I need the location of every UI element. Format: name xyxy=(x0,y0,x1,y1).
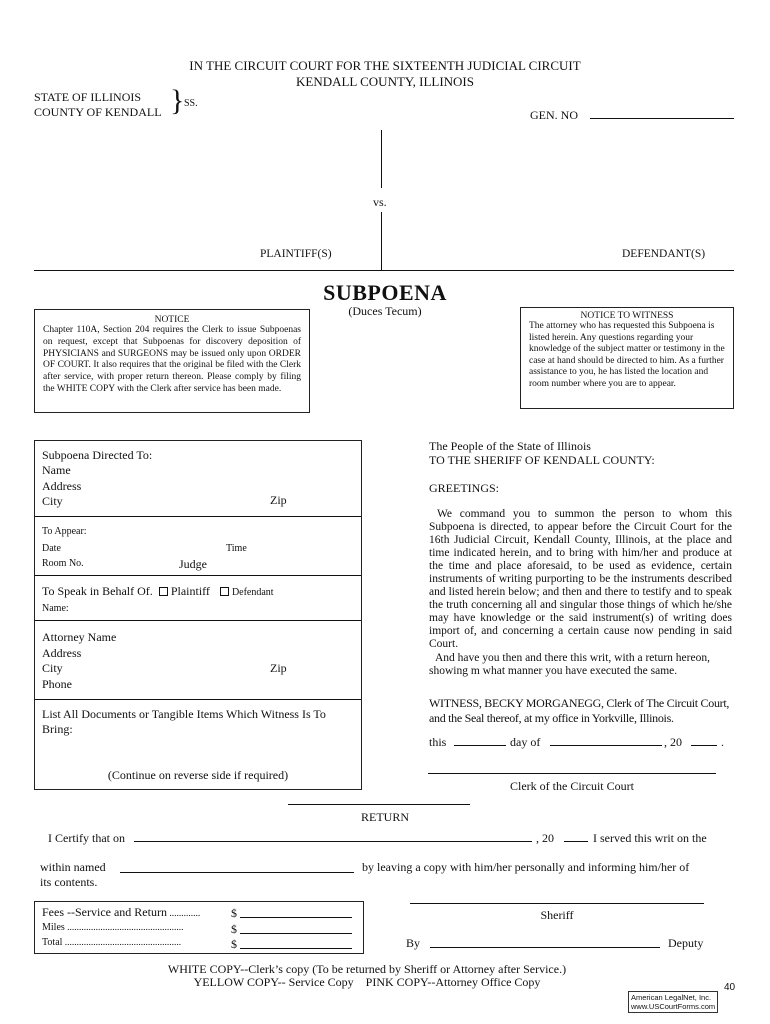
miles-label: Miles ................................................. xyxy=(42,922,184,933)
plaintiff-checkbox[interactable] xyxy=(159,587,168,596)
appear-time-label: Time xyxy=(226,543,247,554)
attorney-name-label: Attorney Name xyxy=(42,630,117,644)
appear-heading: To Appear: xyxy=(42,526,87,537)
speak-behalf-label xyxy=(42,584,274,599)
section-divider xyxy=(35,620,361,621)
attorney-address-label: Address xyxy=(42,646,82,660)
appear-judge-label: Judge xyxy=(179,557,207,571)
sheriff-label: Sheriff xyxy=(540,908,574,922)
ss-label: SS. xyxy=(184,98,198,109)
appear-room-label: Room No. xyxy=(42,558,84,569)
vs-label: vs. xyxy=(373,195,387,209)
directed-zip-label: Zip xyxy=(270,493,287,507)
period: . xyxy=(721,735,724,749)
page-number: 40 xyxy=(724,982,736,993)
continue-note: (Continue on reverse side if required) xyxy=(107,768,289,782)
writ-paragraph: And have you then and there this writ, with a return hereon, showing m what manner you have executed the same. xyxy=(429,652,710,677)
total-label: Total ................................................. xyxy=(42,937,182,948)
defendant-option-label: Defendant xyxy=(231,587,274,598)
fees-text: Fees --Service and Return xyxy=(42,905,167,919)
notice-witness-heading: NOTICE TO WITNESS xyxy=(580,311,674,321)
miles-amount-field[interactable] xyxy=(240,933,352,934)
certify-label: I Certify that on xyxy=(48,831,125,845)
legalnet-url: www.USCourtForms.com xyxy=(631,1002,716,1011)
people-of-illinois: The People of the State of Illinois xyxy=(429,439,591,453)
certify-year-label: , 20 xyxy=(536,831,554,845)
attorney-zip-label: Zip xyxy=(270,661,287,675)
clerk-label: Clerk of the Circuit Court xyxy=(510,779,634,793)
plaintiff-label: PLAINTIFF(S) xyxy=(260,248,332,260)
this-label: this xyxy=(429,735,447,749)
directed-city-label: City xyxy=(42,494,63,508)
legalnet-name: American LegalNet, Inc. xyxy=(631,993,712,1002)
appear-date-label: Date xyxy=(42,543,61,554)
day-of-label: day of xyxy=(510,735,541,749)
directed-heading: Subpoena Directed To: xyxy=(42,448,153,462)
year-prefix-label: , 20 xyxy=(664,735,682,749)
caption-divider-bottom xyxy=(381,212,382,270)
attorney-phone-label: Phone xyxy=(42,677,72,691)
defendant-checkbox[interactable] xyxy=(220,587,229,596)
caption-bottom-rule xyxy=(34,270,734,271)
caption-divider-top xyxy=(381,130,382,188)
return-top-rule xyxy=(288,804,470,805)
notice-to-witness-box xyxy=(520,307,734,409)
attorney-city-label: City xyxy=(42,661,63,675)
speak-behalf-text: To Speak in Behalf Of. xyxy=(42,584,153,598)
clerk-signature-line[interactable] xyxy=(428,773,716,774)
notice-witness-body: The attorney who has requested this Subpoena is listed herein. Any questions regarding your knowledge of the subject matter or testimony in the case at hand should be directed to him. As a further assistance to you, he has listed the location and room number where you are to appear. xyxy=(529,321,725,389)
return-heading: RETURN xyxy=(361,810,409,824)
miles-text: Miles xyxy=(42,922,65,933)
gen-no-label: GEN. NO xyxy=(530,108,578,122)
year-field[interactable] xyxy=(691,745,717,746)
to-sheriff: TO THE SHERIFF OF KENDALL COUNTY: xyxy=(429,453,655,467)
gen-no-field[interactable] xyxy=(590,118,734,119)
defendant-label: DEFENDANT(S) xyxy=(622,248,706,260)
leaving-label: by leaving a copy with him/her personally and informing him/her of xyxy=(362,860,690,874)
page-subtitle: (Duces Tecum) xyxy=(348,304,422,318)
brace-icon: } xyxy=(170,84,185,117)
sheriff-signature-line[interactable] xyxy=(410,903,704,904)
legalnet-badge xyxy=(628,991,718,1013)
section-divider xyxy=(35,575,361,576)
command-paragraph: We command you to summon the person to whom this Subpoena is directed, to appear before the Circuit Court for the 16th Judicial Circuit, Kendall County, Illinois, at the place and time indicated herein, and to bring with him/her and produce at the time and place aforesaid, to be used as evidence, certain instruments of writing purporting to be the instruments described and listed herein below; and then and there to testify and to speak the truth concerning all and singular those things of which he/she may have knowledge or the said instrument(s) of writing does import of, and concerning a certain cause now pending in said Court. xyxy=(429,508,732,650)
witness-paragraph: WITNESS, BECKY MORGANEGG, Clerk of The Circuit Court, and the Seal thereof, at my office in Yorkville, Illinois. xyxy=(429,696,730,725)
section-divider xyxy=(35,516,361,517)
within-named-label: within named xyxy=(40,860,106,874)
within-named-field[interactable] xyxy=(120,872,354,873)
notice-box xyxy=(34,309,310,413)
month-field[interactable] xyxy=(550,745,662,746)
notice-body: Chapter 110A, Section 204 requires the Clerk to issue Subpoenas on request, except that Subpoenas for discovery deposition of PHYSICIANS and SURGEONS may be issued only upon ORDER OF COURT. It also requires that the original be filed with the Clerk after service, with proper return thereon. Please comply by filing the WHITE COPY with the Clerk after service has been made. xyxy=(43,325,301,394)
total-amount-field[interactable] xyxy=(240,948,352,949)
directed-address-label: Address xyxy=(42,479,82,493)
by-label: By xyxy=(406,936,421,950)
fees-amount-field[interactable] xyxy=(240,917,352,918)
greetings: GREETINGS: xyxy=(429,481,499,495)
fees-dollar: $ xyxy=(231,906,237,920)
page-title: SUBPOENA xyxy=(323,280,447,305)
documents-label: List All Documents or Tangible Items Which Witness Is To Bring: xyxy=(42,707,326,736)
section-divider xyxy=(35,699,361,700)
court-name-line2: KENDALL COUNTY, ILLINOIS xyxy=(295,74,474,89)
county-label: COUNTY OF KENDALL xyxy=(34,105,162,119)
directed-name-label: Name xyxy=(42,463,71,477)
day-field[interactable] xyxy=(454,745,506,746)
subpoena-details-box xyxy=(34,440,362,790)
contents-label: its contents. xyxy=(40,875,98,889)
fees-label: Fees --Service and Return ............. xyxy=(42,905,201,919)
court-name-line1: IN THE CIRCUIT COURT FOR THE SIXTEENTH JUDICIAL CIRCUIT xyxy=(189,58,581,73)
speak-name-label: Name: xyxy=(42,603,69,614)
deputy-label: Deputy xyxy=(668,936,704,950)
miles-dollar: $ xyxy=(231,922,237,936)
state-label: STATE OF ILLINOIS xyxy=(34,90,142,104)
notice-heading: NOTICE xyxy=(154,315,190,325)
certify-year-field[interactable] xyxy=(564,841,588,842)
served-label: I served this writ on the xyxy=(593,831,707,845)
footer-white-copy: WHITE COPY--Clerk’s copy (To be returned by Sheriff or Attorney after Service.) xyxy=(167,962,567,976)
deputy-signature-field[interactable] xyxy=(430,947,660,948)
total-text: Total xyxy=(42,937,63,948)
footer-yellow-pink-copy: YELLOW COPY-- Service Copy PINK COPY--Attorney Office Copy xyxy=(193,975,541,989)
plaintiff-option-label: Plaintiff xyxy=(170,584,210,598)
total-dollar: $ xyxy=(231,937,237,951)
certify-date-field[interactable] xyxy=(134,841,532,842)
